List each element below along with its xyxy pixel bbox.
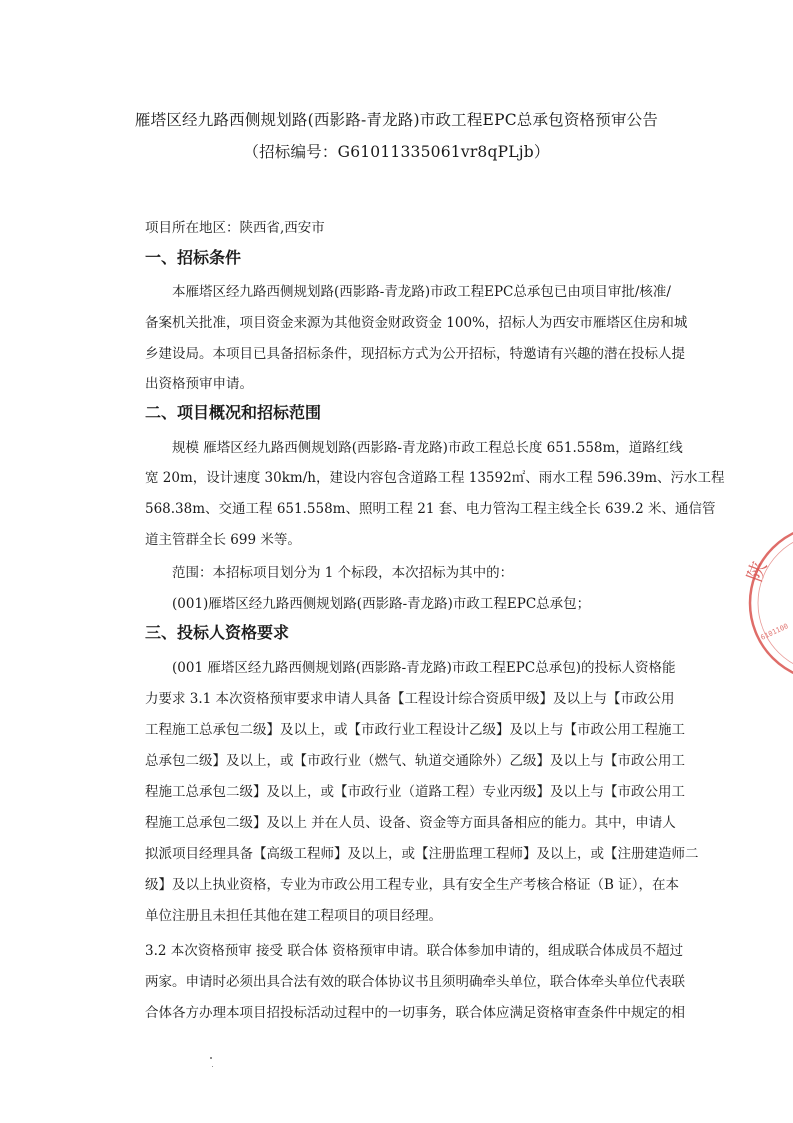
paragraph-line: 出资格预审申请。 [145,376,253,392]
section-heading-tender-conditions: 一、招标条件 [145,248,242,267]
scan-speck [210,1057,212,1059]
paragraph-line: (001 雁塔区经九路西侧规划路(西影路-青龙路)市政工程EPC总承包)的投标人资格能 [172,660,676,676]
section-heading-bidder-qualification: 三、投标人资格要求 [145,623,290,642]
package-line: (001)雁塔区经九路西侧规划路(西影路-青龙路)市政工程EPC总承包； [172,596,591,612]
paragraph-line: 程施工总承包二级】及以上 并在人员、设备、资金等方面具备相应的能力。其中，申请人 [145,815,676,831]
paragraph-line: 备案机关批准，项目资金来源为其他资金财政资金 100%，招标人为西安市雁塔区住房和城 [145,315,688,331]
project-region: 项目所在地区：陕西省,西安市 [145,220,325,236]
paragraph-line: 规模 雁塔区经九路西侧规划路(西影路-青龙路)市政工程总长度 651.558m，道路红线 [172,440,683,456]
paragraph-line: 力要求 3.1 本次资格预审要求申请人具备【工程设计综合资质甲级】及以上与【市政公用 [145,691,675,707]
paragraph-line: 总承包二级】及以上，或【市政行业（燃气、轨道交通除外）乙级】及以上与【市政公用工 [145,753,685,769]
paragraph-line: 程施工总承包二级】及以上，或【市政行业（道路工程）专业丙级】及以上与【市政公用工 [145,784,685,800]
tender-number: （招标编号：G61011335061vr8qPLjb） [243,143,550,161]
scan-speck [212,1066,213,1067]
seal-char-1: 陕 [742,557,772,585]
paragraph-line: 合体各方办理本项目招投标活动过程中的一切事务，联合体应满足资格审查条件中规定的相 [145,1005,685,1021]
paragraph-line: 级】及以上执业资格，专业为市政公用工程专业，具有安全生产考核合格证（B 证），在本 [145,877,679,893]
paragraph-line: 568.38m、交通工程 651.558m、照明工程 21 套、电力管沟工程主线全长 639.2 米、通信管 [145,501,716,517]
paragraph-line: 乡建设局。本项目已具备招标条件，现招标方式为公开招标，特邀请有兴趣的潜在投标人提 [145,346,685,362]
official-seal-stamp [738,518,793,688]
paragraph-line: 拟派项目经理具备【高级工程师】及以上，或【注册监理工程师】及以上，或【注册建造师二 [145,846,699,862]
section-heading-project-overview: 二、项目概况和招标范围 [145,403,322,422]
paragraph-line: 两家。申请时必须出具合法有效的联合体协议书且须明确牵头单位，联合体牵头单位代表联 [145,974,685,990]
document-title: 雁塔区经九路西侧规划路(西影路-青龙路)市政工程EPC总承包资格预审公告 [134,111,659,129]
paragraph-line: 道主管群全长 699 米等。 [145,532,301,548]
scope-line: 范围：本招标项目划分为 1 个标段，本次招标为其中的： [172,565,514,581]
seal-digits: 6101100 [759,622,790,642]
paragraph-line: 本雁塔区经九路西侧规划路(西影路-青龙路)市政工程EPC总承包已由项目审批/核准/ [172,284,671,300]
paragraph-line: 工程施工总承包二级】及以上，或【市政行业工程设计乙级】及以上与【市政公用工程施工 [145,722,685,738]
paragraph-line: 宽 20m，设计速度 30km/h，建设内容包含道路工程 13592㎡、雨水工程 596.39m、污水工程 [145,470,725,486]
seal-ring [750,525,793,681]
paragraph-line: 3.2 本次资格预审 接受 联合体 资格预审申请。联合体参加申请的，组成联合体成员不超过 [145,943,684,959]
seal-inner-ring [758,533,793,673]
paragraph-line: 单位注册且未担任其他在建工程项目的项目经理。 [145,908,442,924]
